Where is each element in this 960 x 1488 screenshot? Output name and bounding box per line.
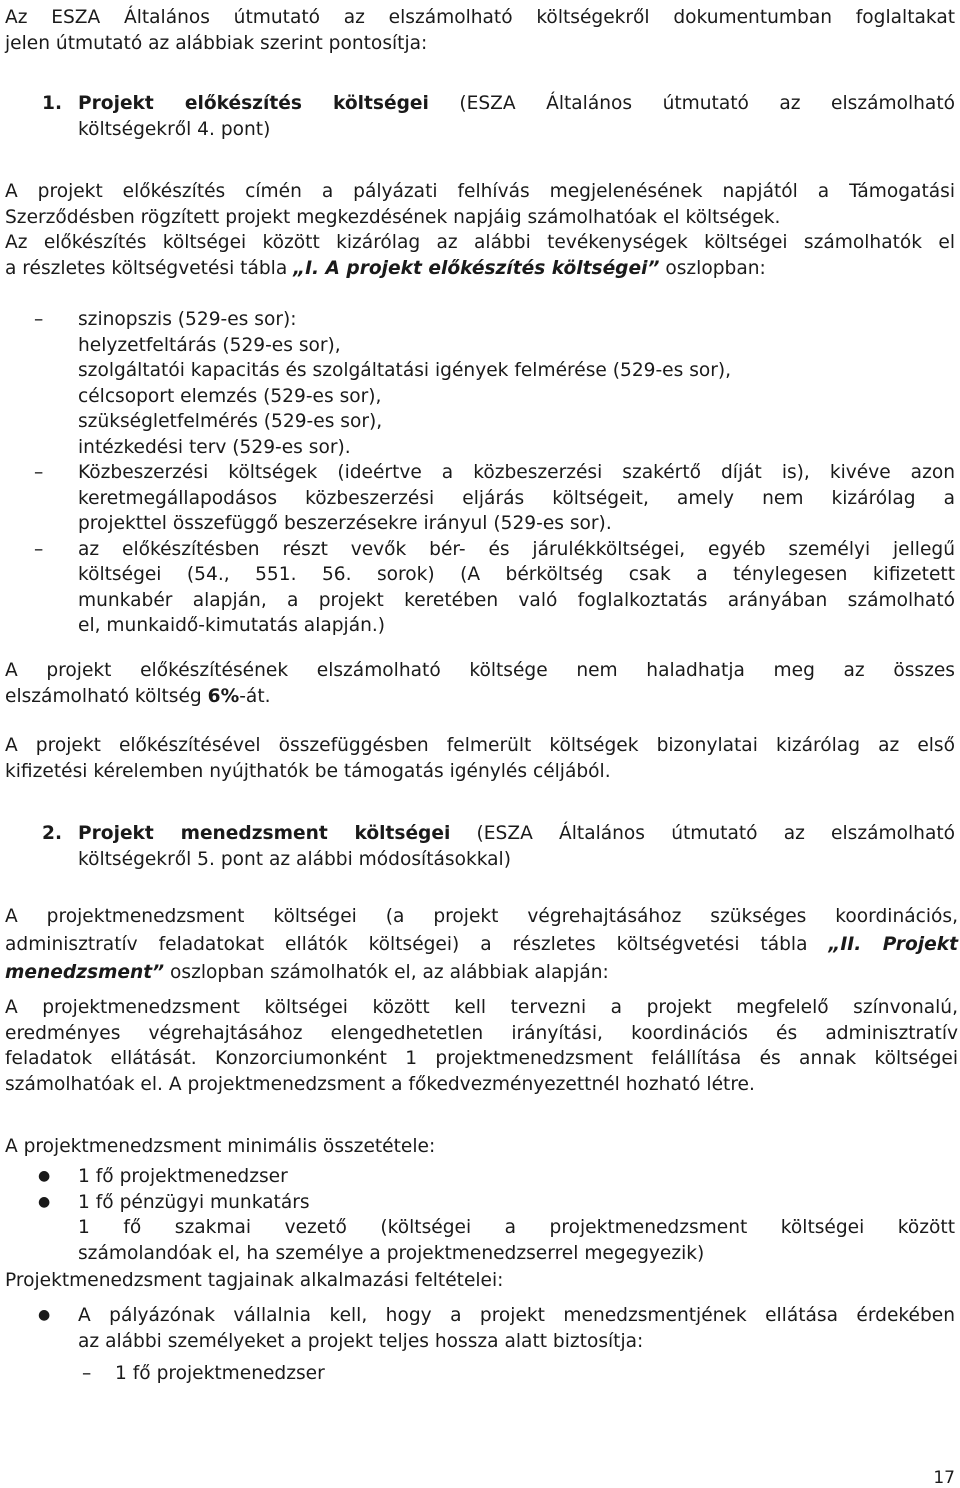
dash-bullet-icon: –: [34, 309, 44, 330]
section-heading-line: költségekről 4. pont): [78, 118, 271, 140]
dash-bullet-icon: –: [82, 1363, 92, 1384]
section-2-heading: [0, 821, 955, 872]
intro-paragraph: [5, 5, 955, 56]
list-item: – szinopszis (529-es sor): helyzetfeltárás (529-es sor), szolgáltatói kapacitás és szolgáltatási igények felmérése (529-es sor), célcsoport elemzés (529-es sor), szükségletfelmérés (529-es sor), intézkedési terv (529-es sor).: [34, 309, 732, 458]
paragraph-preparation-costs: [5, 179, 955, 281]
list-item: – Közbeszerzési költségek (ideértve a közbeszerzési szakértő díját is), kivéve azon keretmegállapodásos közbeszerzési eljárás költségeit, amely nem kizárólag a projekttel összefüggő beszerzésekre irányul (529-es sor).: [34, 462, 955, 534]
text-line: A projekt előkészítésével összefüggésben felmerült költségek bizonylatai kizárólag az első: [5, 735, 955, 756]
text-line: számolhatóak el. A projektmenedzsment a főkedvezményezettnél hozható létre.: [5, 1073, 755, 1095]
text-line: A projektmenedzsment költségei (a projekt végrehajtásához szükséges koordinációs,: [5, 906, 958, 927]
list-item: – az előkészítésben részt vevők bér- és járulékköltségei, egyéb személyi jellegű költségei (54., 551. 56. sorok) (A bérköltség csak a ténylegesen kifizetett munkabér alapján, a projekt keretében való foglalkoztatás arányában számolható el, munkaidő-kimutatás alapján.): [34, 538, 955, 636]
list-item: – 1 fő projektmenedzser: [0, 1361, 955, 1387]
text-line: a részletes költségvetési tábla „I. A projekt előkészítés költségei” oszlopban:: [5, 257, 766, 279]
section-title: Projekt előkészítés költségei: [78, 93, 429, 114]
section-heading-line: Projekt menedzsment költségei (ESZA Általános útmutató az elszámolható: [78, 823, 956, 844]
dash-bullet-icon: –: [34, 538, 44, 560]
text-line: menedzsment” oszlopban számolhatók el, az alábbiak alapján:: [5, 962, 609, 983]
bullet-icon: ●: [38, 1307, 51, 1323]
table-column-reference: „I. A projekt előkészítés költségei”: [293, 257, 660, 279]
text-line: A projektmenedzsment minimális összetétele:: [5, 1136, 436, 1157]
section-number: 1.: [42, 93, 63, 114]
list-eligible-activities: [0, 307, 955, 639]
text-line: feladatok ellátását. Konzorciumonként 1 projektmenedzsment felállítása és annak költségei: [5, 1048, 958, 1069]
list-item: ● 1 fő pénzügyi munkatárs: [0, 1190, 955, 1216]
paragraph-invoices: [5, 733, 955, 784]
text-line: kifizetési kérelemben nyújthatók be támogatás igénylés céljából.: [5, 760, 611, 782]
text-line: eredményes végrehajtásához elengedhetetlen irányítási, koordinációs és adminisztratív: [5, 1022, 958, 1044]
paragraph-management-planning: [5, 995, 958, 1097]
text-line: elszámolható költség 6%-át.: [5, 685, 271, 707]
list-conditions: [0, 1303, 955, 1387]
dash-bullet-icon: –: [34, 462, 44, 483]
bullet-icon: ●: [38, 1168, 51, 1184]
percentage-limit: 6%: [207, 685, 240, 707]
paragraph-management-costs: [5, 903, 958, 987]
list-management-members: [0, 1164, 955, 1266]
text-line: adminisztratív feladatokat ellátók költségei) a részletes költségvetési tábla „II. Projekt: [5, 934, 958, 955]
list-item: 1 fő szakmai vezető (költségei a projektmenedzsment költségei között számolandóak el, ha személye a projektmenedzserrel megegyezik): [78, 1217, 955, 1264]
section-number: 2.: [42, 823, 63, 844]
paragraph-minimum-composition: [5, 1134, 955, 1160]
text-line: A projektmenedzsment költségei között kell tervezni a projekt megfelelő színvonalú,: [5, 997, 958, 1018]
text-line: A projekt előkészítésének elszámolható költsége nem haladhatja meg az összes: [5, 660, 955, 681]
paragraph-cost-limit: [5, 658, 955, 709]
text-line: A projekt előkészítés címén a pályázati felhívás megjelenésének napjától a Támogatási: [5, 181, 955, 202]
section-1-heading: [0, 91, 955, 142]
intro-line: jelen útmutató az alábbiak szerint pontosítja:: [5, 32, 428, 54]
text-line: Projektmenedzsment tagjainak alkalmazási feltételei:: [5, 1270, 504, 1291]
section-title: Projekt menedzsment költségei: [78, 823, 451, 844]
page-number: 17: [933, 1468, 955, 1488]
list-item: ● 1 fő projektmenedzser: [0, 1164, 955, 1190]
paragraph-employment-conditions: [5, 1268, 955, 1294]
intro-line: Az ESZA Általános útmutató az elszámolható költségekről dokumentumban foglaltakat: [5, 7, 955, 28]
bullet-icon: ●: [38, 1193, 51, 1210]
section-heading-line: Projekt előkészítés költségei (ESZA Általános útmutató az elszámolható: [78, 93, 955, 114]
section-heading-line: költségekről 5. pont az alábbi módosításokkal): [78, 848, 511, 870]
list-item: ● A pályázónak vállalnia kell, hogy a projekt menedzsmentjének ellátása érdekében az alábbi személyeket a projekt teljes hossza alatt biztosítja:: [38, 1305, 955, 1352]
text-line: Az előkészítés költségei között kizárólag az alábbi tevékenységek költségei számolhatók el: [5, 232, 955, 253]
text-line: Szerződésben rögzített projekt megkezdésének napjáig számolhatóak el költségek.: [5, 206, 781, 228]
